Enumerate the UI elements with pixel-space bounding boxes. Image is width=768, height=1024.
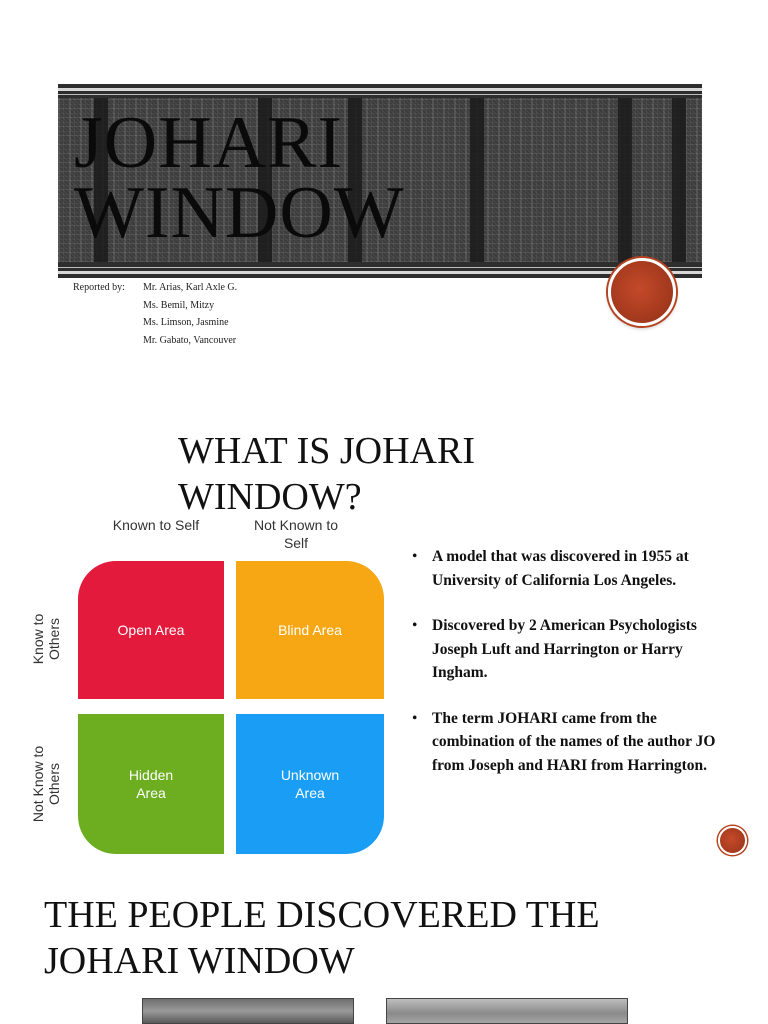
list-item: • Discovered by 2 American Psychologists Joseph Luft and Harrington or Harry Ingham. (412, 617, 697, 681)
banner-stripe (618, 98, 632, 262)
list-item: • The term JOHARI came from the combination of the names of the author JO from Joseph and HARI from Harrington. (412, 709, 716, 774)
reporter-name: Ms. Limson, Jasmine (143, 317, 229, 328)
quadrant-hidden: Hidden Area (78, 714, 224, 854)
quadrant-unknown: Unknown Area (236, 714, 384, 854)
people-slide (0, 880, 768, 1024)
reporter-name: Mr. Gabato, Vancouver (143, 334, 237, 346)
bullet-list (412, 545, 742, 799)
col-head-known: Known to Self (112, 517, 200, 533)
portrait-photo (142, 998, 354, 1024)
list-item: • A model that was discovered in 1955 at University of California Los Angeles. (412, 548, 689, 589)
page-title (74, 102, 594, 254)
quadrant-open: Open Area (78, 561, 224, 699)
banner-rule (58, 88, 702, 91)
row-head-know-others: Know to Others (30, 613, 62, 665)
title-line-1: JOHARI (74, 102, 344, 184)
reporter-name: Ms. Bemil, Mitzy (143, 299, 215, 311)
quadrant-blind: Blind Area (236, 561, 384, 699)
decorative-circle (718, 826, 747, 855)
banner-stripe (672, 98, 686, 262)
definition-slide (0, 400, 768, 870)
reporters-list (73, 279, 237, 349)
banner-rule (58, 94, 702, 95)
title-line-2: WINDOW (74, 172, 405, 254)
portrait-photo (386, 998, 628, 1024)
banner-rule (58, 271, 702, 274)
reporter-name: Mr. Arias, Karl Axle G. (143, 282, 238, 293)
reported-by-label: Reported by: (73, 282, 125, 293)
banner-rule (58, 267, 702, 268)
slide-title: WHAT IS JOHARI WINDOW? (178, 430, 475, 518)
title-slide (0, 0, 768, 372)
col-head-not-known: Not Known to Self (253, 517, 339, 551)
decorative-circle (608, 258, 676, 326)
row-head-not-know-others: Not Know to Others (30, 745, 62, 823)
slide-title: THE PEOPLE DISCOVERED THE JOHARI WINDOW (44, 894, 600, 982)
